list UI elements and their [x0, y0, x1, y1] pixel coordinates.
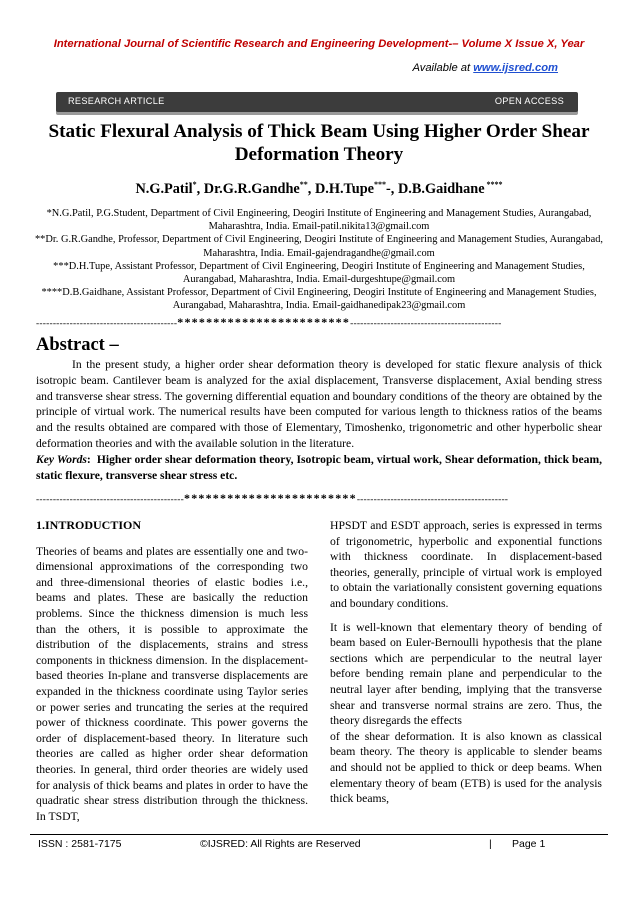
footer-rule [30, 834, 608, 835]
keywords: Key Words: Higher order shear deformation theory, Isotropic beam, virtual work, Shear deformation, thick beam, static flexure, transverse shear stress etc. [36, 452, 602, 482]
paper-title-line-1: Static Flexural Analysis of Thick Beam Using Higher Order Shear [48, 121, 590, 142]
footer-divider: | [489, 838, 492, 850]
abstract-heading: Abstract – [36, 335, 119, 355]
affiliation: *N.G.Patil, P.G.Student, Department of Civil Engineering, Deogiri Institute of Engineering and Management Studies, Aurangabad, Maharashtra, India. Email-patil.nikita13@gmail.com [46, 208, 592, 233]
author-name: Dr.G.R.Gandhe [203, 180, 300, 197]
availability-line [412, 62, 558, 74]
author-mark: * [192, 180, 197, 189]
research-article-label: RESEARCH ARTICLE [68, 96, 165, 106]
footer-issn: ISSN : 2581-7175 [38, 838, 122, 850]
abstract-text: In the present study, a higher order shear deformation theory is developed for static flexure analysis of thick isotropic beam. Cantilever beam is analyzed for the axial displacement, Transverse displacement, Axial bending stress and transverse shear stress. The governing differential equation and boundary conditions of the theory are obtained by the principle of virtual work. The numerical results have been computed for various length to thickness ratios of the beams and the results obtained are compared with those of Elementary, Timoshenko, trigonometric and other hyperbolic shear deformation theories and with the available solution in the literature. [36, 358, 602, 450]
author-separator: , [307, 180, 315, 197]
left-column [36, 518, 308, 832]
separator-dashes: ------------------------------------------ [36, 319, 178, 329]
author-separator: -, [386, 180, 398, 197]
separator-line [36, 491, 602, 506]
body-paragraph: HPSDT and ESDT approach, series is expressed in terms of trigonometric, hyperbolic and exponential functions with thickness coordinate. In displacement-based theories, generally, principle of virtual work is employed to obtain the variationally consistent governing equations and boundary conditions. [330, 519, 602, 610]
separator-line [36, 315, 602, 330]
body-paragraph: of the shear deformation. It is also known as classical beam theory. The theory is applicable to slender beams and should not be applied to thick or deep beams. When elementary theory of beam (ETB) is used for the analysis thick beams, [330, 729, 602, 806]
author-mark: **** [484, 180, 503, 189]
journal-header: International Journal of Scientific Research and Engineering Development-– Volume X Issue X, Year [53, 38, 585, 50]
keywords-text: Higher order shear deformation theory, Isotropic beam, virtual work, Shear deformation, thick beam, static flexure, transverse shear stress etc. [36, 452, 602, 482]
abstract-section [36, 357, 602, 483]
open-access-label: OPEN ACCESS [494, 96, 564, 106]
paper-title [20, 120, 618, 166]
separator-dashes: --------------------------------------------- [350, 319, 502, 329]
separator-dashes: --------------------------------------------- [356, 495, 509, 505]
separator-dashes: -------------------------------------------- [36, 495, 184, 505]
available-prefix: Available at [412, 62, 474, 74]
separator-stars: ************************ [177, 315, 351, 329]
body-paragraph: It is well-known that elementary theory of bending of beam based on Euler-Bernoulli hypothesis that the plane sections which are perpendicular to the neutral layer before bending remain plane and perpendicular to the neutral layer after bending, implying that the transverse shear and transverse normal strains are zero. Thus, the theory disregards the effects [330, 620, 602, 728]
author-separator: , [196, 180, 204, 197]
section-heading: 1.INTRODUCTION [36, 518, 142, 532]
author-name: N.G.Patil [135, 180, 193, 197]
affiliation: **Dr. G.R.Gandhe, Professor, Department of Civil Engineering, Deogiri Institute of Engineering and Management Studies, Aurangabad, Maharashtra, India. Email-gajendragandhe@gmail.com [34, 234, 604, 259]
footer-copyright: ©IJSRED: All Rights are Reserved [200, 838, 361, 850]
article-type-bar [56, 92, 578, 112]
journal-website-link[interactable]: www.ijsred.com [473, 62, 558, 74]
right-column [330, 518, 602, 815]
affiliations [30, 207, 608, 313]
body-paragraph: Theories of beams and plates are essentially one and two-dimensional approximations of the corresponding two and three-dimensional theories of elastic bodies i.e., beams and plates. These are basically the reduction problems. Since the thickness dimension is much less than the others, it is possible to approximate the distribution of the displacements, strains and stress components in thickness dimension. In the displacement-based theories In-plane and transverse displacements are expanded in the thickness coordinate using Taylor series or power series and truncating the series at the required power of thickness coordinate. This power governs the order of displacement-based theory. In literature such theories are called as higher order shear deformation theories. In general, third order theories are widely used for analysis of thick beams and plates in order to have the quadratic shear stress distribution through the thickness. In TSDT, [36, 544, 308, 823]
footer-page-number: Page 1 [512, 838, 546, 850]
affiliation: ***D.H.Tupe, Assistant Professor, Department of Civil Engineering, Deogiri Institute of Engineering and Management Studies, Aurangabad, Maharashtra, India. Email-durgeshtupe@gmail.com [53, 260, 585, 286]
author-name: D.B.Gaidhane [397, 180, 485, 197]
author-list [0, 180, 638, 198]
separator-stars: ************************ [184, 491, 357, 505]
author-name: D.H.Tupe [314, 180, 375, 197]
author-mark: *** [374, 180, 387, 189]
paper-title-line-2: Deformation Theory [234, 144, 404, 165]
keywords-label: Key Words [36, 452, 87, 466]
affiliation: ****D.B.Gaidhane, Assistant Professor, Department of Civil Engineering, Deogiri Institute of Engineering and Management Studies, Aurangabad, Maharashtra, India. Email-gaidhanedipak23@gmail.com [41, 287, 597, 312]
author-mark: ** [299, 180, 308, 189]
